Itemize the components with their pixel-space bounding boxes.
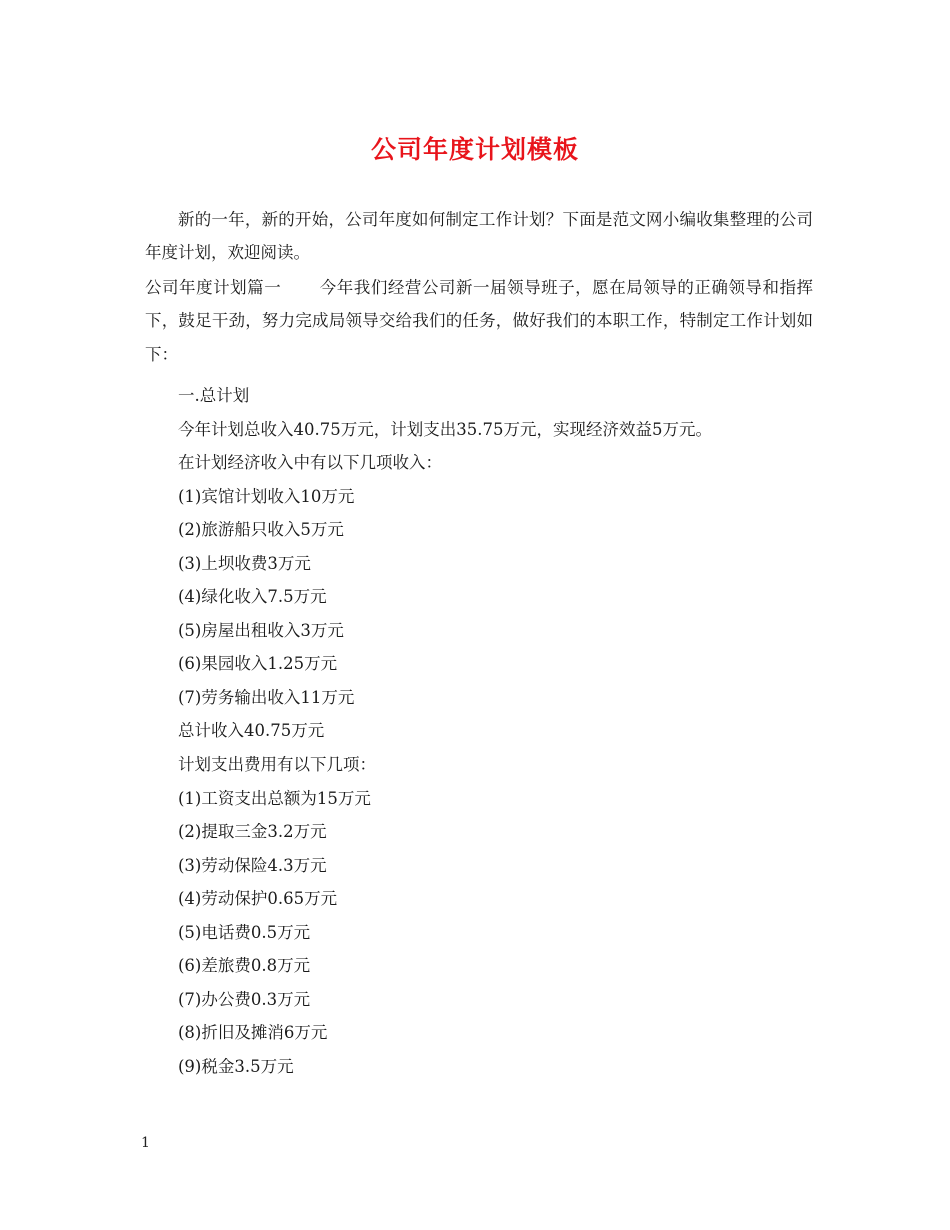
plan-line: 总计收入40.75万元: [178, 721, 325, 741]
plan-line: (6)差旅费0.8万元: [178, 956, 311, 976]
document-title: 公司年度计划模板: [370, 135, 579, 164]
section-label: 公司年度计划篇一: [145, 278, 282, 297]
page-number: 1: [141, 1135, 150, 1151]
section-text: 今年我们经营公司新一届领导班子，愿在局领导的正确领导和指挥下，鼓足干劲，努力完成局领导交给我们的任务，做好我们的本职工作，特制定工作计划如下：: [145, 278, 814, 364]
plan-line: 一.总计划: [178, 386, 250, 405]
plan-line: (7)办公费0.3万元: [178, 989, 311, 1009]
plan-line: (8)折旧及摊消6万元: [178, 1023, 328, 1043]
plan-line: 在计划经济收入中有以下几项收入：: [178, 453, 442, 473]
plan-lines: [178, 379, 712, 1083]
plan-line: (4)劳动保护0.65万元: [178, 889, 338, 909]
plan-line: (3)上坝收费3万元: [178, 553, 311, 573]
plan-line: (2)提取三金3.2万元: [178, 822, 327, 842]
plan-line: (4)绿化收入7.5万元: [178, 587, 327, 607]
plan-line: 计划支出费用有以下几项：: [178, 755, 376, 775]
section-paragraph: [145, 271, 813, 371]
plan-line: (1)宾馆计划收入10万元: [178, 486, 355, 506]
plan-line: 今年计划总收入40.75万元，计划支出35.75万元，实现经济效益5万元。: [178, 419, 712, 439]
intro-paragraph: 新的一年，新的开始，公司年度如何制定工作计划？下面是范文网小编收集整理的公司年度计划，欢迎阅读。: [145, 210, 813, 263]
plan-line: (5)房屋出租收入3万元: [178, 620, 344, 640]
plan-line: (2)旅游船只收入5万元: [178, 520, 344, 540]
plan-line: (3)劳动保险4.3万元: [178, 855, 327, 875]
plan-line: (5)电话费0.5万元: [178, 922, 311, 942]
plan-line: (6)果园收入1.25万元: [178, 654, 338, 674]
plan-line: (7)劳务输出收入11万元: [178, 687, 355, 707]
plan-line: (9)税金3.5万元: [178, 1056, 294, 1076]
plan-line: (1)工资支出总额为15万元: [178, 788, 371, 808]
